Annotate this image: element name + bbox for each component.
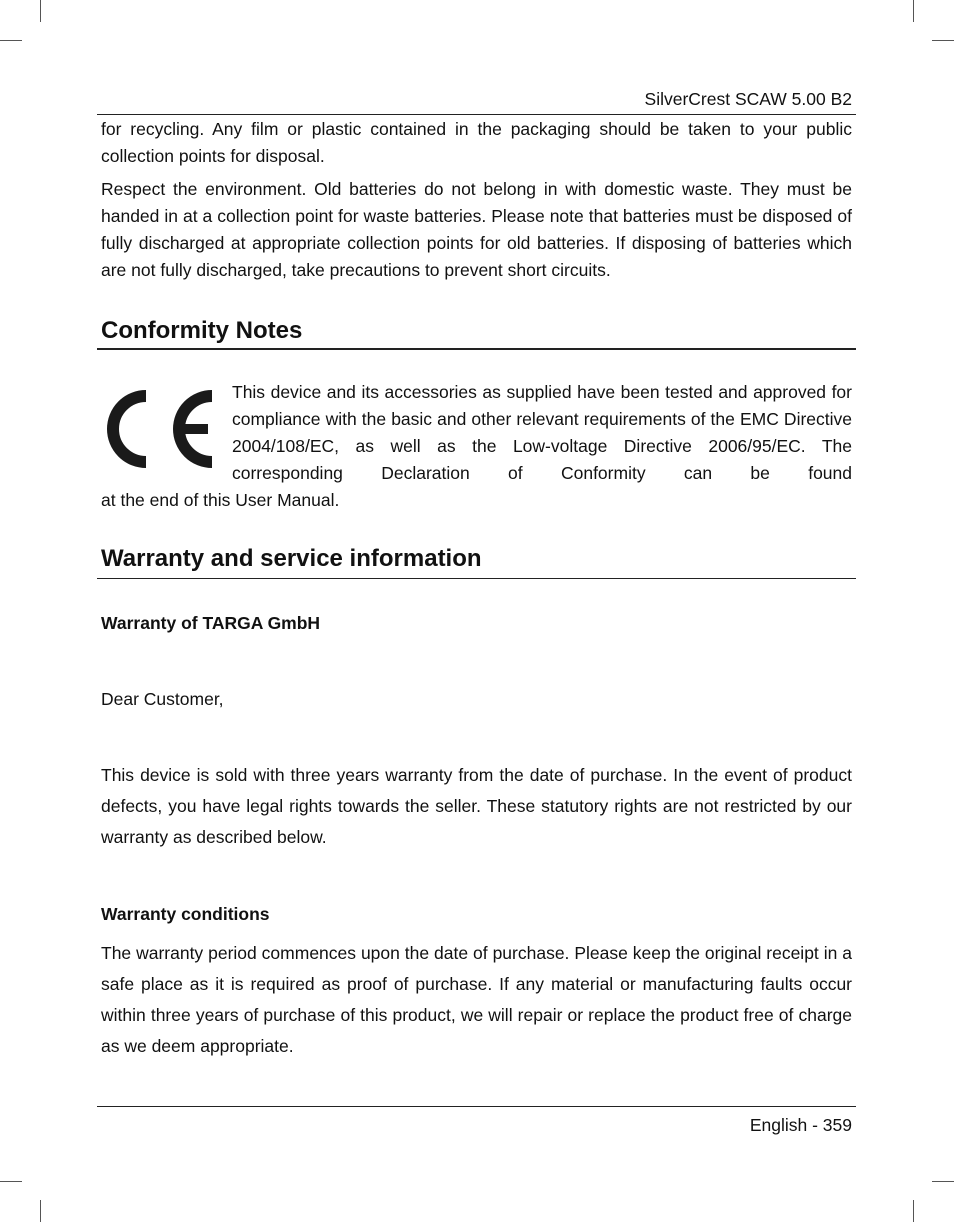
crop-mark-bottom-left-h <box>0 1181 22 1182</box>
crop-mark-bottom-right-h <box>932 1181 954 1182</box>
recycling-paragraph: for recycling. Any film or plastic contained in the packaging should be taken to your public collection points for disposal. <box>101 119 852 166</box>
crop-mark-top-left <box>40 0 41 22</box>
crop-mark-bottom-left <box>40 1200 41 1222</box>
conformity-heading-rule <box>97 348 856 350</box>
warranty-heading: Warranty and service information <box>101 545 482 572</box>
conformity-text-end: at the end of this User Manual. <box>101 490 340 510</box>
crop-mark-top-left-h <box>0 40 22 41</box>
warranty-heading-rule <box>97 578 856 579</box>
conformity-heading: Conformity Notes <box>101 317 303 344</box>
warranty-conditions-heading: Warranty conditions <box>101 904 270 924</box>
conformity-text: This device and its accessories as supplied have been tested and approved for compliance with the basic and other relevant requirements of the EMC Directive 2004/108/EC, as well as the Low-voltage Directive 2006/95/EC. The corresponding Declaration of Conformity can be found <box>232 382 852 483</box>
warranty-conditions-paragraph: The warranty period commences upon the date of purchase. Please keep the original receipt in a safe place as it is required as proof of purchase. If any material or manufacturing faults occur within three years of purchase of this product, we will repair or replace the product free of charge as we deem appropriate. <box>101 943 852 1056</box>
ce-mark-logo <box>100 388 214 470</box>
warranty-subheading: Warranty of TARGA GmbH <box>101 613 321 633</box>
batteries-paragraph: Respect the environment. Old batteries do not belong in with domestic waste. They must be handed in at a collection point for waste batteries. Please note that batteries must be disposed of fully discharged at appropriate collection points for old batteries. If disposing of batteries which are not fully discharged, take precautions to prevent short circuits. <box>101 179 852 280</box>
header-rule <box>97 114 856 115</box>
running-header-title: SilverCrest SCAW 5.00 B2 <box>644 89 852 109</box>
footer-rule <box>97 1106 856 1107</box>
crop-mark-top-right-h <box>932 40 954 41</box>
crop-mark-bottom-right <box>913 1200 914 1222</box>
greeting-text: Dear Customer, <box>101 689 224 709</box>
warranty-intro-paragraph: This device is sold with three years warranty from the date of purchase. In the event of product defects, you have legal rights towards the seller. These statutory rights are not restricted by our warranty as described below. <box>101 765 852 847</box>
page-number: English - 359 <box>749 1115 852 1135</box>
crop-mark-top-right <box>913 0 914 22</box>
